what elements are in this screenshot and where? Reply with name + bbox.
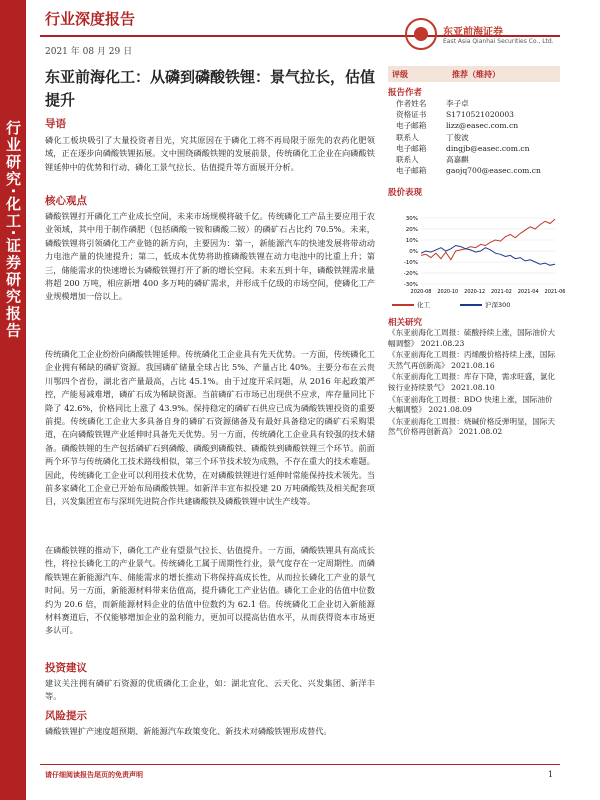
y-tick-label: -30% — [403, 282, 418, 288]
related-research-item[interactable] — [388, 417, 560, 438]
paragraph-core-1: 磷酸铁锂打开磷化工产业成长空间，未来市场规模将破千亿。传统磷化工产品主要应用于农业领域，其中用于制作磷肥（包括磷酸一铵和磷酸二铵）的磷矿石占比约 70.5%。未来，磷酸铁锂将引领磷化工产业链的新方向，主要因为：第一，新能源汽车的快速发展将带动动力电池产量的快速提升；第二，低成本优势将助推磷酸铁锂在动力电池中的比重上升；第三，储能需求的快速增长为磷酸铁锂打开了新的增长空间。未来五到十年，磷酸铁锂需求量将超 200 万吨，相应新增 400 多万吨的磷矿需求，并形成千亿级的市场空间，使磷化工产业规模增加一倍以上。 — [45, 211, 375, 302]
related-research-item[interactable] — [388, 395, 560, 416]
analyst-row — [396, 132, 560, 143]
x-tick-label: 2021-04 — [517, 289, 539, 295]
analyst-row — [396, 154, 560, 165]
y-tick-label: 0% — [409, 249, 418, 255]
y-tick-label: -10% — [403, 260, 418, 266]
rating-label: 评级 — [392, 69, 408, 79]
chart-heading: 股价表现 — [388, 188, 423, 198]
analyst-field-value: 李子卓 — [446, 99, 469, 108]
y-tick-label: 30% — [405, 216, 418, 222]
y-tick-label: 20% — [405, 227, 418, 233]
analyst-row — [396, 120, 560, 131]
related-date: 2021.08.16 — [451, 360, 495, 370]
x-tick-label: 2020-08 — [410, 289, 432, 295]
report-date: 2021 年 08 月 29 日 — [45, 47, 133, 57]
related-title: 《东亚前海化工周报：库存下降，需求旺盛，氯化铵行业持续景气》 — [388, 372, 556, 392]
document-title: 东亚前海化工：从磷到磷酸铁锂：景气拉长，估值提升 — [45, 68, 376, 109]
x-tick-label: 2021-02 — [490, 289, 512, 295]
footer-disclaimer: 请仔细阅读报告尾页的免责声明 — [45, 771, 143, 779]
page-number: 1 — [548, 770, 554, 779]
related-research-item[interactable] — [388, 372, 560, 393]
analyst-field-label: 联系人 — [396, 155, 419, 165]
x-tick-label: 2020-12 — [464, 289, 486, 295]
related-date: 2021.08.23 — [420, 338, 465, 348]
analyst-field-value[interactable]: dingjb@easec.com.cn — [446, 143, 530, 153]
series-line-化工 — [421, 219, 555, 260]
sidebar-label: 行业研究·化工·证券研究报告 — [4, 120, 22, 340]
chart-legend — [392, 300, 560, 309]
section-heading-risk: 风险提示 — [45, 710, 87, 722]
x-tick-label: 2020-10 — [437, 289, 459, 295]
rating-value: 推荐（维持） — [452, 69, 500, 79]
related-heading: 相关研究 — [388, 318, 423, 328]
analyst-field-value: 丁俊波 — [446, 132, 469, 142]
series-line-沪深300 — [421, 246, 555, 266]
related-research-list — [388, 328, 560, 439]
paragraph-core-3: 在磷酸铁锂的推动下，磷化工产业有望景气拉长、估值提升。一方面，磷酸铁锂具有高成长性，将拉长磷化工的产业景气。传统磷化工属于周期性行业，景气度存在一定周期性。而磷酸铁锂在新能源汽车、储能需求的增长推动下将保持高成长性，从而拉长磷化工产业的景气时间。另一方面，新能源材料带来估值高，提升磷化工产业估值。磷化工企业的估值中位数约为 20.6 倍，而新能源材料企业的估值中位数约为 62.1 倍。传统磷化工企业切入新能源材料赛道后，不仅能够增加企业的盈利能力，更加可以提高估值水平，从而获得资本市场更多认可。 — [45, 545, 375, 636]
related-date: 2021.08.10 — [451, 382, 495, 392]
analyst-field-label: 电子邮箱 — [396, 166, 427, 176]
section-heading-invest: 投资建议 — [45, 662, 87, 674]
logo-name-cn: 东亚前海证券 — [443, 27, 503, 38]
footer-divider — [40, 764, 560, 765]
analyst-field-label: 联系人 — [396, 132, 419, 142]
legend-swatch — [392, 304, 414, 306]
analyst-field-label: 电子邮箱 — [396, 121, 427, 131]
analyst-field-value: S1710521020003 — [446, 110, 515, 120]
analyst-row — [396, 98, 560, 109]
legend-label: 化工 — [417, 301, 430, 309]
stock-performance-chart — [395, 214, 566, 296]
report-category: 行业深度报告 — [45, 10, 136, 28]
analyst-field-value: 高嘉麒 — [446, 155, 469, 165]
analyst-row — [396, 109, 560, 120]
analyst-table — [396, 98, 560, 176]
analyst-row — [396, 165, 560, 176]
y-tick-label: -20% — [403, 271, 418, 277]
related-date: 2021.08.02 — [458, 427, 503, 437]
logo-name-en: East Asia Qianhai Securities Co., Ltd. — [443, 38, 554, 45]
rating-bar — [388, 66, 560, 82]
logo-icon — [405, 18, 437, 50]
analyst-field-label: 资格证书 — [396, 110, 427, 120]
paragraph-invest: 建议关注拥有磷矿石资源的优质磷化工企业，如：湖北宜化、云天化、兴发集团、新洋丰等。 — [45, 678, 375, 702]
analyst-field-value[interactable]: gaojq700@easec.com.cn — [446, 166, 541, 176]
sidebar — [0, 0, 26, 800]
analyst-field-value[interactable]: lizz@easec.com.cn — [446, 121, 519, 131]
related-research-item[interactable] — [388, 350, 560, 371]
related-title: 《东亚前海化工周报：烧碱价格反弹明显，国际天然气价格再创新高》 — [388, 416, 556, 437]
paragraph-intro: 磷化工板块吸引了大量投资者目光，究其原因在于磷化工将不再局限于原先的农药化肥领域，正在逐步向磷酸铁锂拓展。文中围绕磷酸铁锂的发展前景，传统磷化工企业在向磷酸铁锂延伸中的优势和行动、磷化工景气拉长、估值提升等方面展开分析。 — [45, 135, 375, 172]
company-logo — [405, 18, 554, 50]
paragraph-risk: 磷酸铁锂扩产速度超预期、新能源汽车政策变化、新技术对磷酸铁锂形成替代。 — [45, 726, 332, 736]
related-title: 《东亚前海化工周报：硫酸持续上涨，国际油价大幅调整》 — [388, 328, 556, 348]
section-heading-core: 核心观点 — [45, 195, 87, 207]
paragraph-core-2: 传统磷化工企业纷纷向磷酸铁锂延伸。传统磷化工企业具有先天优势。一方面，传统磷化工企业拥有稀缺的磷矿资源。我国磷矿储量全球占比 5%、产量占比 40%。主要分布在云贵川鄂四个省份，湖北省产量最高，占比 45.1%。由于过度开采问题，从 2016 年起政策严控，产能易减难增，磷矿石成为稀缺资源。当前磷矿石市场已出现供不应求，库存量同比下降了 42.6%，价格同比上涨了 43.9%。保持稳定的磷矿石供应已成为磷酸铁锂投资的重要前提。传统磷化工企业大多具备自身的磷矿石资源储备及有最好具备稳定的磷矿石采购渠道，在向磷酸铁锂产业延伸时具备先天优势。另一方面，传统磷化工企业具有较强的技术储备。磷酸铁锂的生产包括磷矿石到磷酸、磷酸到磷酸铁、磷酸铁到磷酸铁锂三个环节。前面两个环节与传统磷化工技术路线相似，第三个环节技术较为成熟，不存在重大的技术难题。因此，传统磷化工企业可以利用技术优势，在对磷酸铁锂进行延伸时常能保持技术领先。当前多家磷化工企业已开始布局磷酸铁锂。如新洋丰宣布拟投建 20 万吨磷酸铁及相关配套项目，兴发集团宣布与深圳先进院合作共建磷酸铁及磷酸铁锂中试生产线等。 — [45, 349, 375, 507]
analyst-field-label: 作者姓名 — [396, 99, 427, 108]
legend-label: 沪深300 — [485, 301, 511, 309]
related-title: 《东亚前海化工周报：BDO 快速上涨，国际油价大幅调整》 — [388, 394, 553, 415]
analyst-heading: 报告作者 — [388, 88, 423, 98]
section-heading-intro: 导语 — [45, 118, 66, 130]
related-title: 《东亚前海化工周报：丙烯酸价格持续上涨，国际天然气再创新高》 — [388, 350, 556, 370]
x-tick-label: 2021-06 — [544, 289, 566, 295]
related-date: 2021.08.09 — [428, 405, 472, 415]
y-tick-label: 10% — [405, 238, 418, 244]
legend-swatch — [460, 304, 482, 306]
analyst-row — [396, 143, 560, 154]
related-research-item[interactable] — [388, 328, 560, 349]
analyst-field-label: 电子邮箱 — [396, 143, 427, 153]
